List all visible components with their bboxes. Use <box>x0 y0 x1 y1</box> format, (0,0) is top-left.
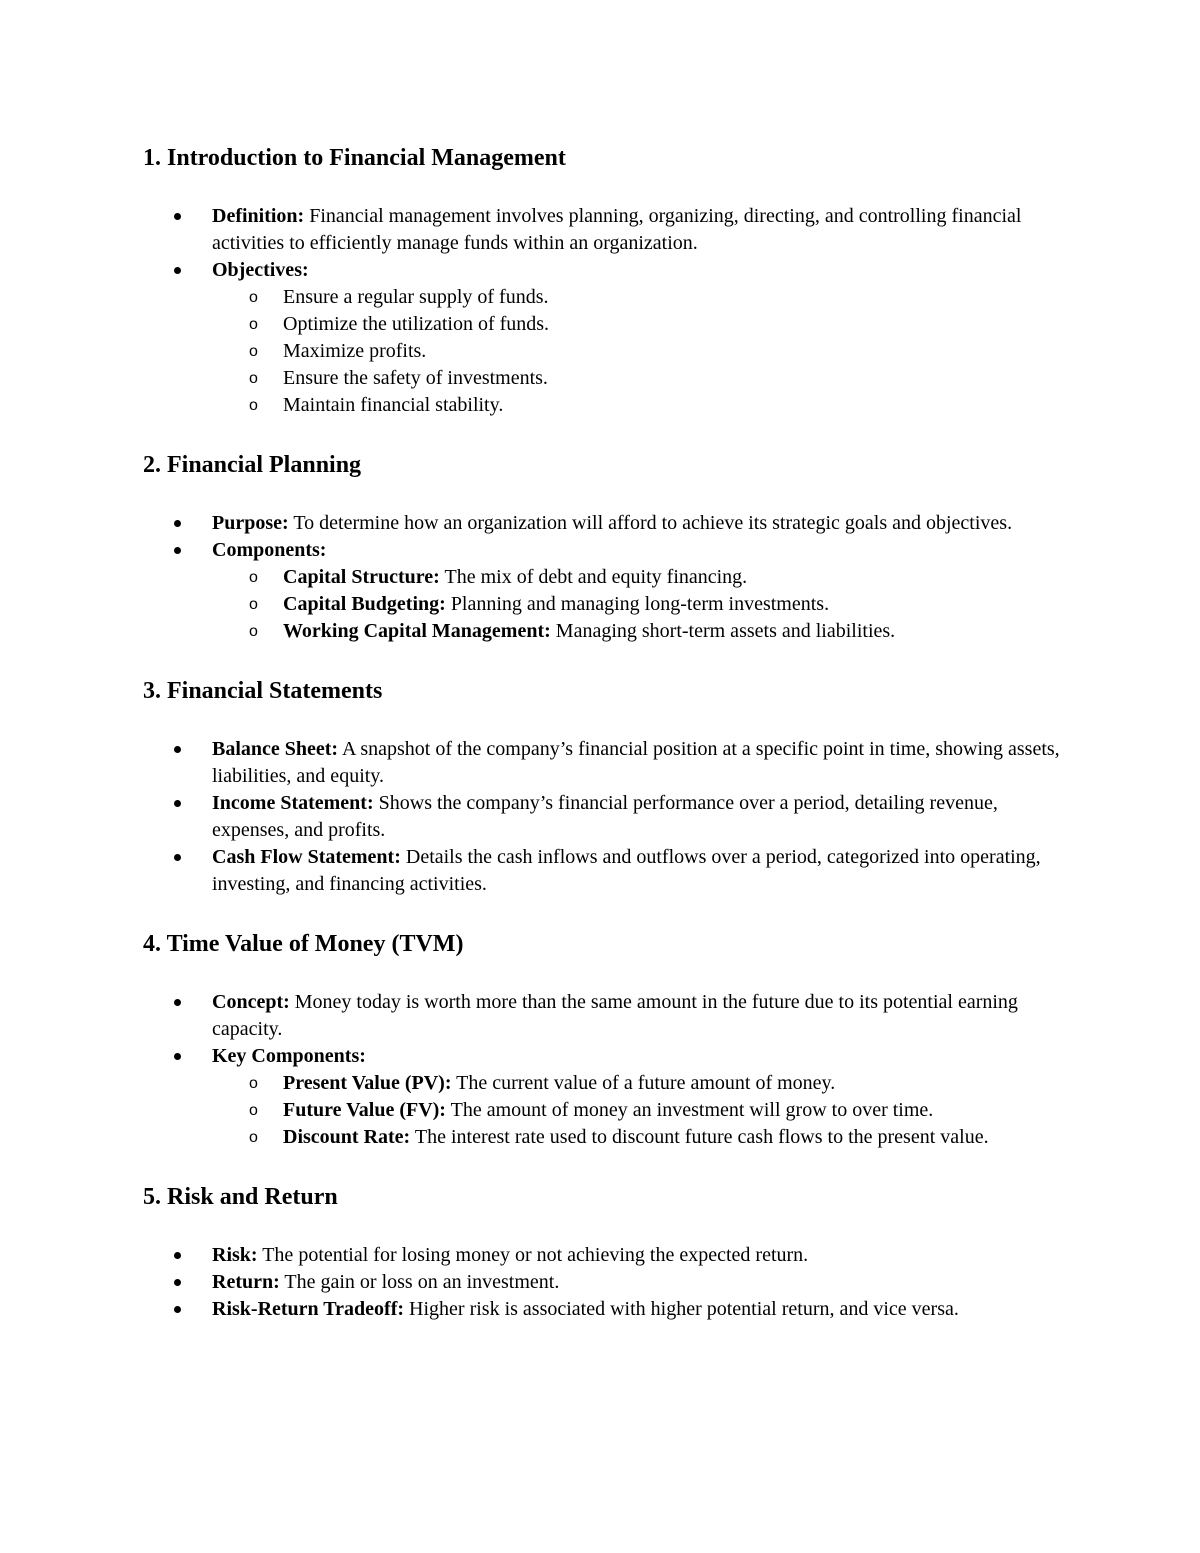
sub-list-item <box>143 1070 1063 1097</box>
sub-list-item <box>143 618 1063 645</box>
sub-item-text: The mix of debt and equity financing. <box>444 566 748 588</box>
bullet-list <box>143 510 1063 645</box>
bullet-icon <box>174 213 181 220</box>
sub-item-text: The current value of a future amount of money. <box>456 1072 836 1094</box>
item-text: A snapshot of the company’s financial position at a specific point in time, showing assets, liabilities, and equity. <box>212 738 1060 787</box>
item-text: Higher risk is associated with higher potential return, and vice versa. <box>409 1298 959 1320</box>
item-label: Key Components: <box>212 1045 366 1067</box>
item-text: The gain or loss on an investment. <box>284 1271 560 1293</box>
sub-item-text: The amount of money an investment will grow to over time. <box>450 1099 934 1121</box>
bullet-icon <box>174 267 181 274</box>
sub-item-label: Future Value (FV): <box>283 1099 446 1121</box>
list-item <box>143 1269 1063 1296</box>
circle-bullet-icon: o <box>249 316 258 333</box>
list-item <box>143 203 1063 257</box>
sub-list-item <box>143 1124 1063 1151</box>
section-heading: 2. Financial Planning <box>143 452 362 478</box>
sub-list-item <box>143 591 1063 618</box>
bullet-icon <box>174 854 181 861</box>
item-label: Objectives: <box>212 259 309 281</box>
sub-item-label: Working Capital Management: <box>283 620 551 642</box>
list-item <box>143 989 1063 1043</box>
bullet-icon <box>174 999 181 1006</box>
item-label: Income Statement: <box>212 792 374 814</box>
list-item <box>143 537 1063 645</box>
list-item <box>143 1043 1063 1151</box>
item-label: Risk: <box>212 1244 258 1266</box>
sub-item-text: Optimize the utilization of funds. <box>283 313 550 335</box>
item-text: Details the cash inflows and outflows over a period, categorized into operating, investing, and financing activities. <box>212 846 1041 895</box>
sub-item-label: Present Value (PV): <box>283 1072 452 1094</box>
sub-item-text: Managing short-term assets and liabilities. <box>555 620 896 642</box>
item-label: Balance Sheet: <box>212 738 339 760</box>
bullet-list <box>143 203 1063 419</box>
section-4 <box>143 926 1063 1151</box>
section-heading: 3. Financial Statements <box>143 678 383 704</box>
sub-bullet-list <box>212 564 1063 645</box>
item-text: To determine how an organization will afford to achieve its strategic goals and objectives. <box>293 512 1013 534</box>
sub-list-item <box>143 392 1063 419</box>
bullet-icon <box>174 1053 181 1060</box>
sub-item-text: Ensure the safety of investments. <box>283 367 548 389</box>
circle-bullet-icon: o <box>249 343 258 360</box>
item-label: Return: <box>212 1271 280 1293</box>
circle-bullet-icon: o <box>249 1102 258 1119</box>
list-item <box>143 1242 1063 1269</box>
bullet-icon <box>174 1279 181 1286</box>
section-heading: 1. Introduction to Financial Management <box>143 145 566 171</box>
circle-bullet-icon: o <box>249 397 258 414</box>
bullet-icon <box>174 800 181 807</box>
sub-list-item <box>143 338 1063 365</box>
section-2 <box>143 447 1063 645</box>
bullet-list <box>143 989 1063 1151</box>
sub-item-label: Discount Rate: <box>283 1126 411 1148</box>
sub-list-item <box>143 365 1063 392</box>
item-label: Purpose: <box>212 512 289 534</box>
bullet-icon <box>174 1252 181 1259</box>
sub-list-item <box>143 1097 1063 1124</box>
sub-item-label: Capital Structure: <box>283 566 440 588</box>
circle-bullet-icon: o <box>249 596 258 613</box>
sub-item-text: The interest rate used to discount future cash flows to the present value. <box>414 1126 989 1148</box>
item-label: Concept: <box>212 991 290 1013</box>
sub-bullet-list <box>212 284 1063 419</box>
sub-item-text: Ensure a regular supply of funds. <box>283 286 549 308</box>
document-content <box>143 140 1063 1351</box>
circle-bullet-icon: o <box>249 370 258 387</box>
bullet-icon <box>174 547 181 554</box>
item-label: Cash Flow Statement: <box>212 846 401 868</box>
sub-item-text: Maximize profits. <box>283 340 427 362</box>
circle-bullet-icon: o <box>249 289 258 306</box>
item-text: Financial management involves planning, organizing, directing, and controlling financial activities to efficiently manage funds within an organization. <box>212 205 1022 254</box>
sub-item-text: Planning and managing long-term investments. <box>450 593 830 615</box>
circle-bullet-icon: o <box>249 1129 258 1146</box>
circle-bullet-icon: o <box>249 623 258 640</box>
sub-list-item <box>143 284 1063 311</box>
bullet-icon <box>174 1306 181 1313</box>
bullet-icon <box>174 520 181 527</box>
list-item <box>143 736 1063 790</box>
circle-bullet-icon: o <box>249 1075 258 1092</box>
bullet-list <box>143 736 1063 898</box>
item-label: Risk-Return Tradeoff: <box>212 1298 405 1320</box>
bullet-icon <box>174 746 181 753</box>
sub-bullet-list <box>212 1070 1063 1151</box>
section-5 <box>143 1179 1063 1323</box>
list-item <box>143 510 1063 537</box>
item-label: Definition: <box>212 205 305 227</box>
sub-item-label: Capital Budgeting: <box>283 593 446 615</box>
section-1 <box>143 140 1063 419</box>
circle-bullet-icon: o <box>249 569 258 586</box>
list-item <box>143 790 1063 844</box>
section-3 <box>143 673 1063 898</box>
bullet-list <box>143 1242 1063 1323</box>
section-heading: 5. Risk and Return <box>143 1184 338 1210</box>
list-item <box>143 1296 1063 1323</box>
item-text: Money today is worth more than the same amount in the future due to its potential earning capacity. <box>212 991 1018 1040</box>
section-heading: 4. Time Value of Money (TVM) <box>143 931 464 957</box>
item-text: The potential for losing money or not achieving the expected return. <box>262 1244 809 1266</box>
list-item <box>143 257 1063 419</box>
item-text: Shows the company’s financial performance over a period, detailing revenue, expenses, and profits. <box>212 792 998 841</box>
sub-list-item <box>143 564 1063 591</box>
sub-item-text: Maintain financial stability. <box>283 394 504 416</box>
sub-list-item <box>143 311 1063 338</box>
item-label: Components: <box>212 539 327 561</box>
list-item <box>143 844 1063 898</box>
